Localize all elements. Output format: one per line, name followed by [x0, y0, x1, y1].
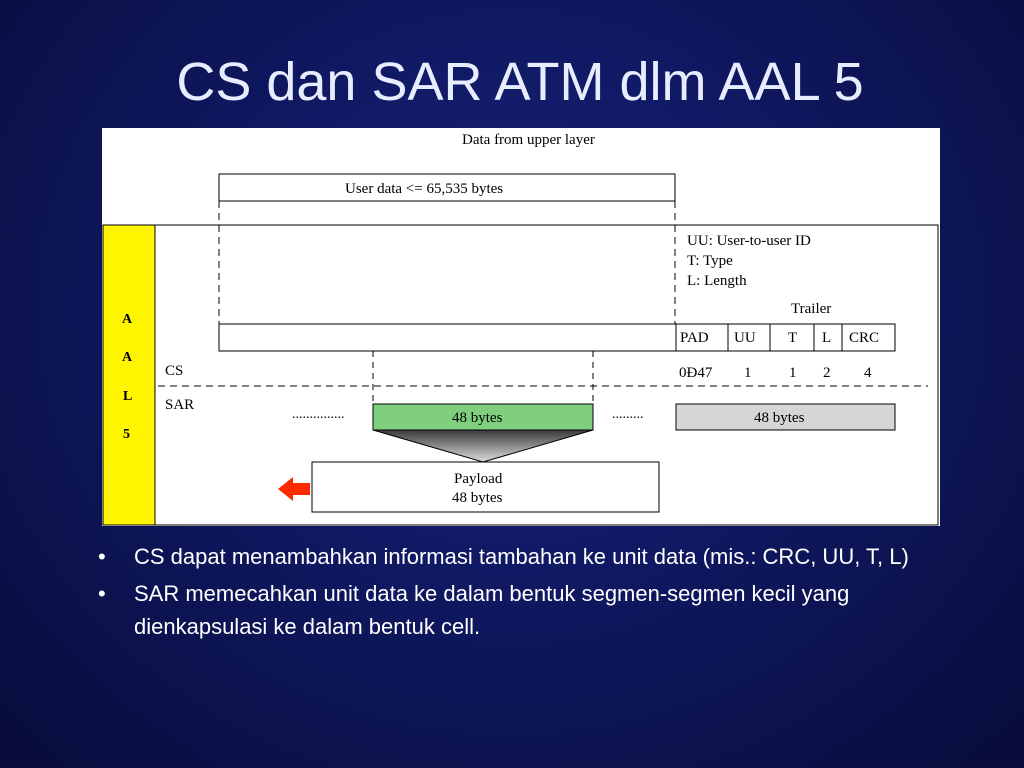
bullet-dot-icon: •	[98, 581, 106, 606]
trailer-field-l: L	[822, 330, 832, 346]
payload-line-1: Payload	[454, 471, 503, 487]
trailer-field-uu: UU	[734, 330, 756, 346]
trailer-field-t: T	[788, 330, 798, 346]
aal-letter-2: A	[122, 350, 133, 365]
aal5-diagram	[102, 128, 940, 526]
payload-line-2: 48 bytes	[452, 490, 503, 506]
aal-letter-1: A	[122, 312, 133, 327]
cs-label: CS	[165, 363, 184, 379]
trailer-field-pad: PAD	[680, 330, 709, 346]
legend-t: T: Type	[687, 253, 733, 269]
aal-letter-3: L	[123, 389, 133, 404]
slide-title: CS dan SAR ATM dlm AAL 5	[176, 52, 864, 112]
bullet-item-cs	[96, 540, 956, 573]
funnel-shape	[373, 430, 593, 462]
upper-layer-label: Data from upper layer	[462, 132, 595, 148]
bullet-list	[96, 540, 956, 647]
left-arrow-icon	[278, 477, 310, 501]
aal-letter-4: 5	[123, 427, 130, 442]
bullet-item-sar	[96, 577, 956, 643]
aal5-diagram-svg	[102, 128, 940, 526]
bullet-text-cs: CS dapat menambahkan informasi tambahan ke unit data (mis.: CRC, UU, T, L)	[134, 544, 909, 569]
user-data-label: User data <= 65,535 bytes	[345, 181, 504, 197]
legend-uu: UU: User-to-user ID	[687, 233, 811, 249]
dots-mid: .........	[612, 407, 644, 422]
cs-data-box	[219, 324, 676, 351]
sar-label: SAR	[165, 397, 195, 413]
trailer-size-pad: 0Ð47	[679, 365, 713, 381]
segment-green-label: 48 bytes	[452, 410, 503, 426]
trailer-size-t: 1	[789, 365, 797, 381]
bullet-dot-icon: •	[98, 544, 106, 569]
trailer-size-uu: 1	[744, 365, 752, 381]
trailer-size-l: 2	[823, 365, 831, 381]
aal-band	[103, 225, 155, 525]
bullet-text-sar: SAR memecahkan unit data ke dalam bentuk segmen-segmen kecil yang dienkapsulasi ke dalam bentuk cell.	[134, 581, 850, 639]
trailer-label: Trailer	[791, 301, 832, 317]
legend-l: L: Length	[687, 273, 747, 289]
trailer-field-crc: CRC	[849, 330, 880, 346]
segment-gray-label: 48 bytes	[754, 410, 805, 426]
trailer-size-crc: 4	[864, 365, 872, 381]
dots-left: ...............	[292, 407, 345, 422]
